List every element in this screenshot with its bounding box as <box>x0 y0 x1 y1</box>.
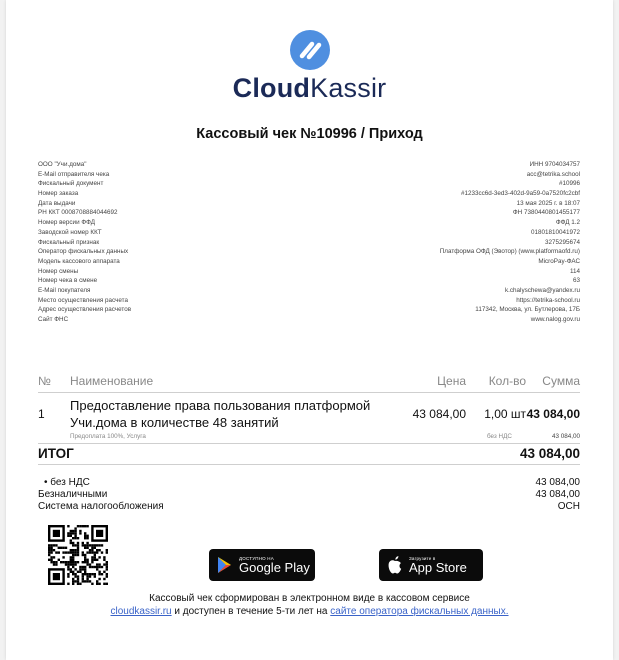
info-row <box>38 286 580 296</box>
total-line <box>38 489 580 501</box>
info-value: acc@tetrika.school <box>526 170 580 178</box>
info-value: MicroPay-ФАС <box>538 257 580 265</box>
item-price: 43 084,00 <box>412 407 466 421</box>
divider <box>38 464 580 465</box>
total-line-label: • без НДС <box>44 477 90 488</box>
divider <box>38 443 580 444</box>
info-value: https://tetrika-school.ru <box>516 296 580 304</box>
cloudkassir-link[interactable]: cloudkassir.ru <box>110 605 172 617</box>
header-num: № <box>38 374 51 388</box>
info-label: Номер чека в смене <box>38 277 98 285</box>
total-line-label: Безналичными <box>38 489 108 500</box>
info-row <box>38 170 580 180</box>
info-label: Сайт ФНС <box>38 316 69 323</box>
info-row <box>38 228 580 238</box>
total-line-value: 43 084,00 <box>535 477 580 488</box>
item-vat-sum: 43 084,00 <box>551 433 580 440</box>
info-value: 117342, Москва, ул. Бутлерова, 17Б <box>475 306 580 314</box>
info-value: #10996 <box>558 180 580 188</box>
divider <box>38 392 580 393</box>
item-name: Предоставление права пользования платформой Учи.дома в количестве 48 занятий <box>70 398 371 430</box>
info-value: 01801810041972 <box>530 228 580 236</box>
info-label: Фискальный признак <box>38 238 100 246</box>
item-vat: без НДС <box>486 433 512 440</box>
total-line-value: 43 084,00 <box>535 489 580 500</box>
ofd-site-link[interactable]: сайте оператора фискальных данных. <box>330 605 509 617</box>
table-header <box>38 374 580 388</box>
info-label: Номер заказа <box>38 190 79 198</box>
info-value: 114 <box>569 267 580 275</box>
receipt-page <box>6 0 613 660</box>
info-row <box>38 296 580 306</box>
info-label: Фискальный документ <box>38 180 104 188</box>
total-line-label: Система налогообложения <box>38 501 164 512</box>
total-line <box>38 477 580 489</box>
app-store-label: App Store <box>409 559 467 575</box>
info-value: ФФД 1.2 <box>555 219 580 227</box>
info-value: #1233cc6d-3ed3-402d-9a59-0a7520fc2cbf <box>460 190 580 198</box>
footer-line1: Кассовый чек сформирован в электронном виде в кассовом сервисе <box>149 593 470 604</box>
total-row <box>38 446 580 461</box>
info-value: Платформа ОФД (Эвотор) (www.platformaofd.ru) <box>439 248 580 256</box>
brand-logo <box>6 30 613 104</box>
header-price: Цена <box>437 374 466 388</box>
header-sum: Сумма <box>542 374 580 388</box>
info-row <box>38 315 580 325</box>
receipt-title: Кассовый чек №10996 / Приход <box>196 126 423 142</box>
info-label: Номер версии ФФД <box>38 219 95 227</box>
item-num: 1 <box>38 407 45 421</box>
app-store-small: Загрузите в <box>409 555 436 561</box>
info-label: Оператор фискальных данных <box>38 248 129 256</box>
footer-mid: и доступен в течение 5-ти лет на <box>171 605 331 617</box>
table-row <box>38 397 580 431</box>
app-store-button[interactable] <box>379 549 483 581</box>
info-value: 13 мая 2025 г. в 18:07 <box>516 199 580 207</box>
info-row <box>38 208 580 218</box>
info-label: Заводской номер ККТ <box>38 228 102 236</box>
google-play-small: ДОСТУПНО НА <box>239 555 274 561</box>
total-line <box>38 501 580 513</box>
item-sum: 43 084,00 <box>526 407 580 421</box>
info-label: E-Mail покупателя <box>38 286 91 294</box>
total-breakdown <box>38 477 580 513</box>
info-row <box>38 189 580 199</box>
header-qty: Кол-во <box>488 374 526 388</box>
total-value: 43 084,00 <box>519 446 580 461</box>
brand-name: CloudKassir <box>232 73 387 103</box>
info-value: 63 <box>572 277 580 285</box>
info-value: k.chalyschewa@yandex.ru <box>505 286 580 294</box>
info-label: Модель кассового аппарата <box>38 257 120 265</box>
receipt-info <box>38 160 580 325</box>
info-row <box>38 199 580 209</box>
info-row <box>38 160 580 170</box>
footer-note <box>6 593 613 618</box>
info-value: 3275295674 <box>544 238 580 246</box>
info-label: Дата выдачи <box>38 199 76 207</box>
item-details: Предоплата 100%, Услуга <box>70 433 146 440</box>
google-play-button[interactable] <box>209 549 315 581</box>
info-label: E-Mail отправителя чека <box>38 170 110 178</box>
info-row <box>38 257 580 267</box>
info-row <box>38 247 580 257</box>
info-value: ФН 7380440801455177 <box>512 209 580 217</box>
header-name: Наименование <box>70 374 154 388</box>
info-row <box>38 305 580 315</box>
cloudkassir-logo-icon <box>290 30 330 70</box>
info-label: ООО "Учи.дома" <box>38 161 87 168</box>
info-label: Адрес осуществления расчетов <box>38 306 132 314</box>
info-row <box>38 267 580 277</box>
info-value: ИНН 9704034757 <box>529 161 580 168</box>
google-play-label: Google Play <box>239 559 310 575</box>
total-label: ИТОГ <box>38 446 74 461</box>
info-label: РН ККТ 0008708884044692 <box>38 209 118 217</box>
info-label: Место осуществления расчета <box>38 296 128 304</box>
info-value: www.nalog.gov.ru <box>530 316 580 323</box>
total-line-value: ОСН <box>557 501 580 512</box>
qr-code[interactable] <box>48 525 108 585</box>
info-row <box>38 179 580 189</box>
google-play-icon <box>215 555 235 575</box>
info-row <box>38 218 580 228</box>
info-row <box>38 276 580 286</box>
apple-icon <box>386 555 404 575</box>
item-details-row <box>38 433 580 440</box>
item-qty: 1,00 шт <box>484 407 526 421</box>
info-label: Номер смены <box>38 267 79 275</box>
info-row <box>38 238 580 248</box>
